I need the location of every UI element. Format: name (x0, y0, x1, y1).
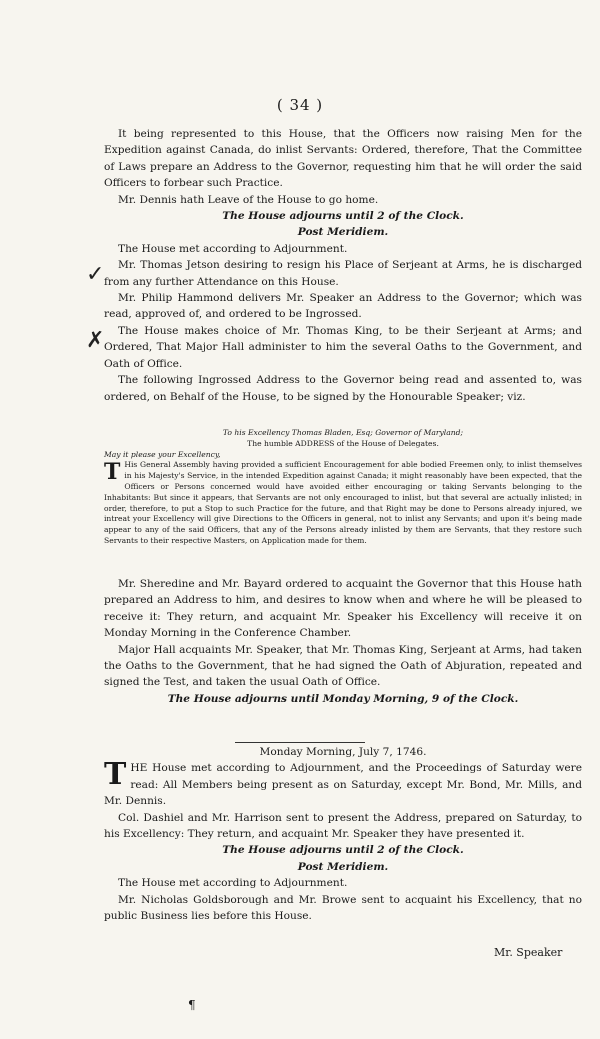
adjournment-heading: The House adjourns until 2 of the Clock. (222, 844, 464, 857)
paragraph: Mr. Dennis hath Leave of the House to go home. (118, 193, 379, 206)
paragraph: Col. Dashiel and Mr. Harrison sent to present the Address, prepared on Saturday, to his Excellency: They return, and acquaint Mr. Speaker they have presented it. (104, 811, 582, 841)
paragraph: The following Ingrossed Address to the Governor being read and assented to, was ordered, on Behalf of the House, to be signed by the Honourable Speaker; viz. (104, 374, 582, 403)
margin-check-mark: ✓ (86, 262, 105, 287)
catchword: Mr. Speaker (494, 946, 563, 959)
section-monday (104, 744, 582, 924)
paragraph: Mr. Nicholas Goldsborough and Mr. Browe sent to acquaint his Excellency, that no public Business lies before this House. (104, 893, 582, 923)
address-salutation: May it please your Excellency, (104, 449, 221, 459)
adjournment-heading: The House adjourns until 2 of the Clock. (222, 210, 464, 223)
paragraph: The House met according to Adjournment. (118, 242, 348, 255)
paragraph: THE House met according to Adjournment, and the Proceedings of Saturday were read: All Members being present as on Saturday, except Mr. Bond, Mr. Mills, and Mr. Dennis. (104, 757, 582, 808)
section-committee-laws (104, 126, 582, 405)
footer-mark: ¶ (188, 998, 196, 1012)
date-heading: Monday Morning, July 7, 1746. (259, 746, 427, 758)
section-acquaint-governor (104, 576, 582, 707)
paragraph: Mr. Sheredine and Mr. Bayard ordered to acquaint the Governor that this House hath prepared an Address to him, and desires to know when and where he will be pleased to receive it: They return, and acquaint Mr. Speaker his Excellency will receive it on Monday Morning in the Conference Chamber. (104, 578, 582, 640)
paragraph: Major Hall acquaints Mr. Speaker, that Mr. Thomas King, Serjeant at Arms, had taken the Oaths to the Government, that he had signed the Oath of Abjuration, repeated and signed the Test, and taken the usual Oath of Office. (104, 643, 582, 689)
paragraph: Mr. Thomas Jetson desiring to resign his Place of Serjeant at Arms, he is discharged from any further Attendance on this House. (104, 259, 582, 288)
address-to-line: To his Excellency Thomas Bladen, Esq; Governor of Maryland; (222, 428, 464, 437)
adjournment-heading: The House adjourns until Monday Morning, 9 of the Clock. (167, 692, 519, 705)
paragraph: It being represented to this House, that the Officers now raising Men for the Expedition against Canada, do inlist Servants: Ordered, therefore, That the Committee of Laws prepare an Address to the Governor, requesting him that he will order the said Officers to forbear such Practice. (104, 128, 582, 190)
post-meridiem-heading: Post Meridiem. (297, 860, 389, 873)
paragraph: The House met according to Adjournment. (118, 877, 348, 890)
page-number: ( 34 ) (276, 96, 324, 114)
address-body: T His General Assembly having provided a sufficient Encouragement for able bodied Freemen only, to inlist themselves in his Majesty's Service, in the intended Expedition against Canada; it might reasonably have been expected, that the Officers or Persons concerned would have avoided either encouraging or taking Servants belonging to the Inhabitants: But since it appears, that Servants are not only encouraged to inlist, but that several are actually inlisted; in order, therefore, to put a Stop to such Practice for the future, and that Right may be done to Persons already injured, we intreat your Excellency will give Directions to the Officers in general, not to inlist any Servants; and upon it's being made appear to any of the said Officers, that any of the Persons already inlisted by them are Servants, that they restore such Servants to their respective Masters, on Application made for them. (104, 459, 582, 545)
post-meridiem-heading: Post Meridiem. (297, 226, 389, 239)
address-title: The humble ADDRESS of the House of Delegates. (247, 438, 439, 448)
paragraph: The House makes choice of Mr. Thomas King, to be their Serjeant at Arms; and Ordered, That Major Hall administer to him the several Oaths to the Government, and Oath of Office. (104, 324, 582, 370)
margin-check-mark: ✗ (86, 328, 105, 353)
paragraph: Mr. Philip Hammond delivers Mr. Speaker an Address to the Governor; which was read, approved of, and ordered to be Ingrossed. (104, 292, 582, 321)
divider-rule (235, 742, 365, 743)
address-block (104, 428, 582, 547)
